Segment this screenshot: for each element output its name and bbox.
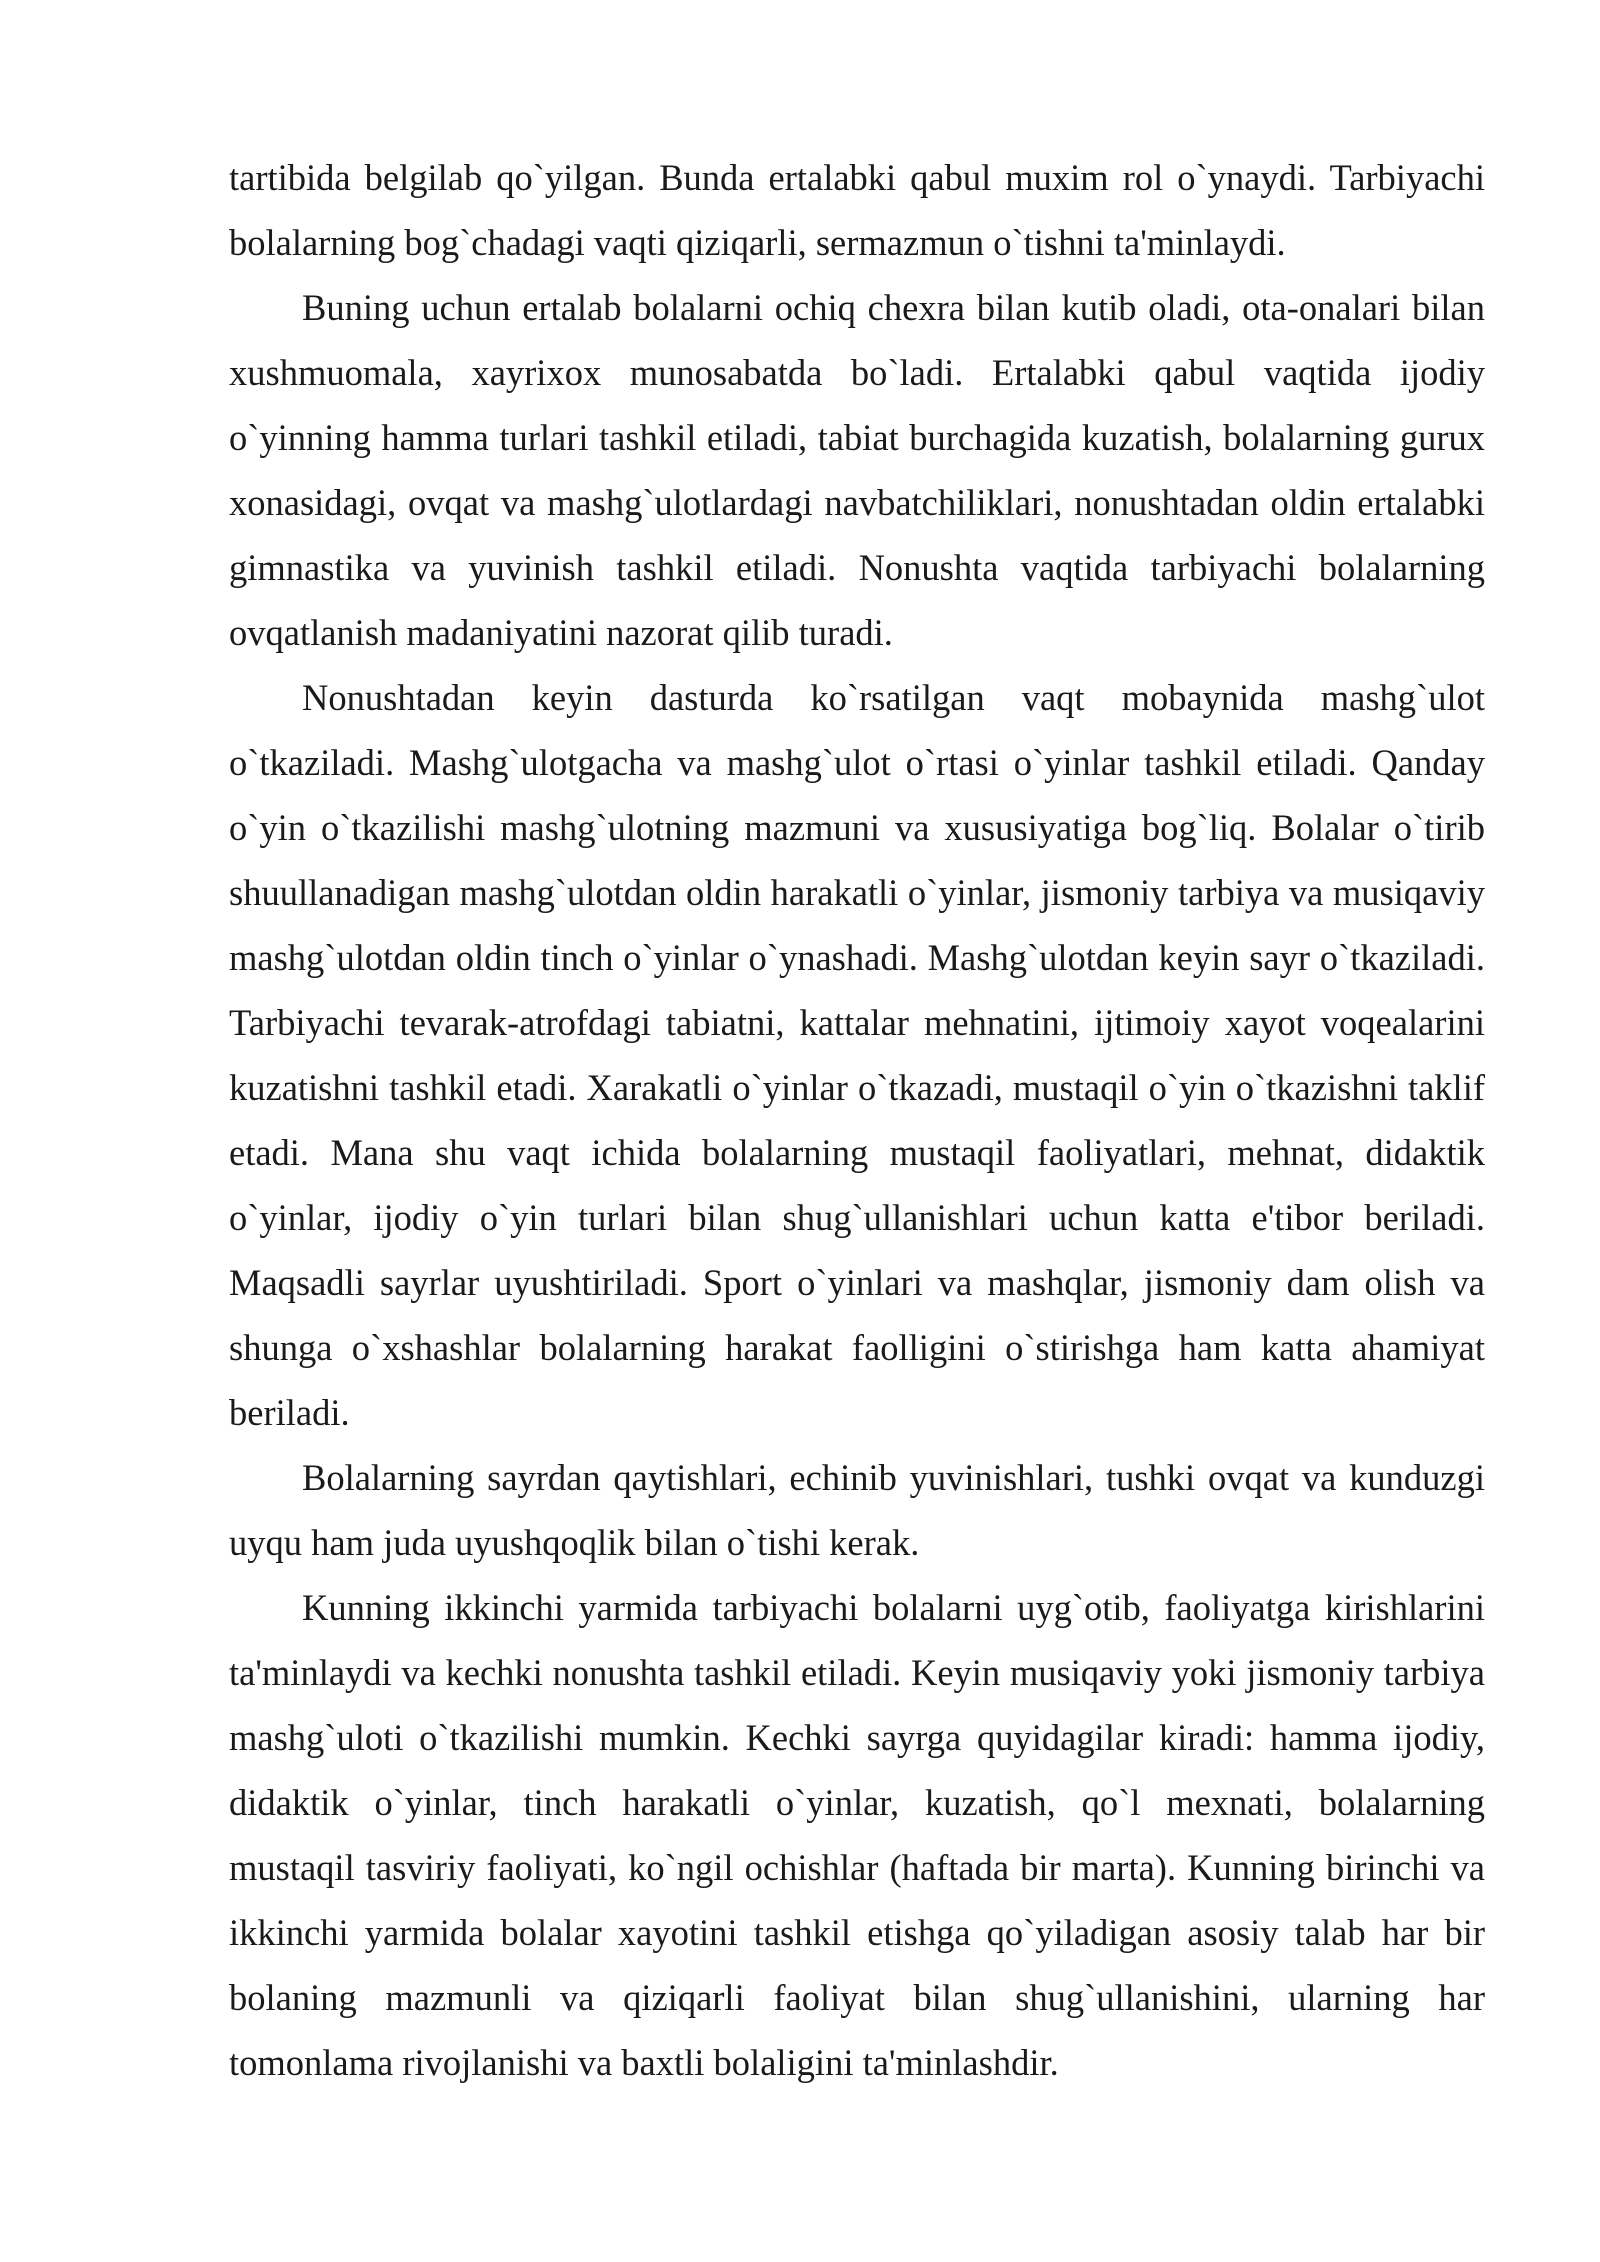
paragraph-3: Nonushtadan keyin dasturda ko`rsatilgan vaqt mobaynida mashg`ulot o`tkaziladi. Mashg`ulotgacha va mashg`ulot o`rtasi o`yinlar tashkil etiladi. Qanday o`yin o`tkazilishi mashg`ulotning mazmuni va xususiyatiga bog`liq. Bolalar o`tirib shuullanadigan mashg`ulotdan oldin harakatli o`yinlar, jismoniy tarbiya va musiqaviy mashg`ulotdan oldin tinch o`yinlar o`ynashadi. Mashg`ulotdan keyin sayr o`tkaziladi. Tarbiyachi tevarak-atrofdagi tabiatni, kattalar mehnatini, ijtimoiy xayot voqealarini kuzatishni tashkil etadi. Xarakatli o`yinlar o`tkazadi, mustaqil o`yin o`tkazishni taklif etadi. Mana shu vaqt ichida bolalarning mustaqil faoliyatlari, mehnat, didaktik o`yinlar, ijodiy o`yin turlari bilan shug`ullanishlari uchun katta e'tibor beriladi. Maqsadli sayrlar uyushtiriladi. Sport o`yinlari va mashqlar, jismoniy dam olish va shunga o`xshashlar bolalarning harakat faolligini o`stirishga ham katta ahamiyat beriladi.: [229, 677, 1485, 1433]
paragraph-4: Bolalarning sayrdan qaytishlari, echinib yuvinishlari, tushki ovqat va kunduzgi uyqu ham juda uyushqoqlik bilan o`tishi kerak.: [229, 1457, 1485, 1563]
document-body: [229, 145, 1485, 2095]
paragraph-1: tartibida belgilab qo`yilgan. Bunda ertalabki qabul muxim rol o`ynaydi. Tarbiyachi bolalarning bog`chadagi vaqti qiziqarli, sermazmun o`tishni ta'minlaydi.: [229, 157, 1485, 263]
paragraph-2: Buning uchun ertalab bolalarni ochiq chexra bilan kutib oladi, ota-onalari bilan xushmuomala, xayrixox munosabatda bo`ladi. Ertalabki qabul vaqtida ijodiy o`yinning hamma turlari tashkil etiladi, tabiat burchagida kuzatish, bolalarning gurux xonasidagi, ovqat va mashg`ulotlardagi navbatchiliklari, nonushtadan oldin ertalabki gimnastika va yuvinish tashkil etiladi. Nonushta vaqtida tarbiyachi bolalarning ovqatlanish madaniyatini nazorat qilib turadi.: [229, 287, 1485, 653]
paragraph-5: Kunning ikkinchi yarmida tarbiyachi bolalarni uyg`otib, faoliyatga kirishlarini ta'minlaydi va kechki nonushta tashkil etiladi. Keyin musiqaviy yoki jismoniy tarbiya mashg`uloti o`tkazilishi mumkin. Kechki sayrga quyidagilar kiradi: hamma ijodiy, didaktik o`yinlar, tinch harakatli o`yinlar, kuzatish, qo`l mexnati, bolalarning mustaqil tasviriy faoliyati, ko`ngil ochishlar (haftada bir marta). Kunning birinchi va ikkinchi yarmida bolalar xayotini tashkil etishga qo`yiladigan asosiy talab har bir bolaning mazmunli va qiziqarli faoliyat bilan shug`ullanishini, ularning har tomonlama rivojlanishi va baxtli bolaligini ta'minlashdir.: [229, 1587, 1485, 2083]
